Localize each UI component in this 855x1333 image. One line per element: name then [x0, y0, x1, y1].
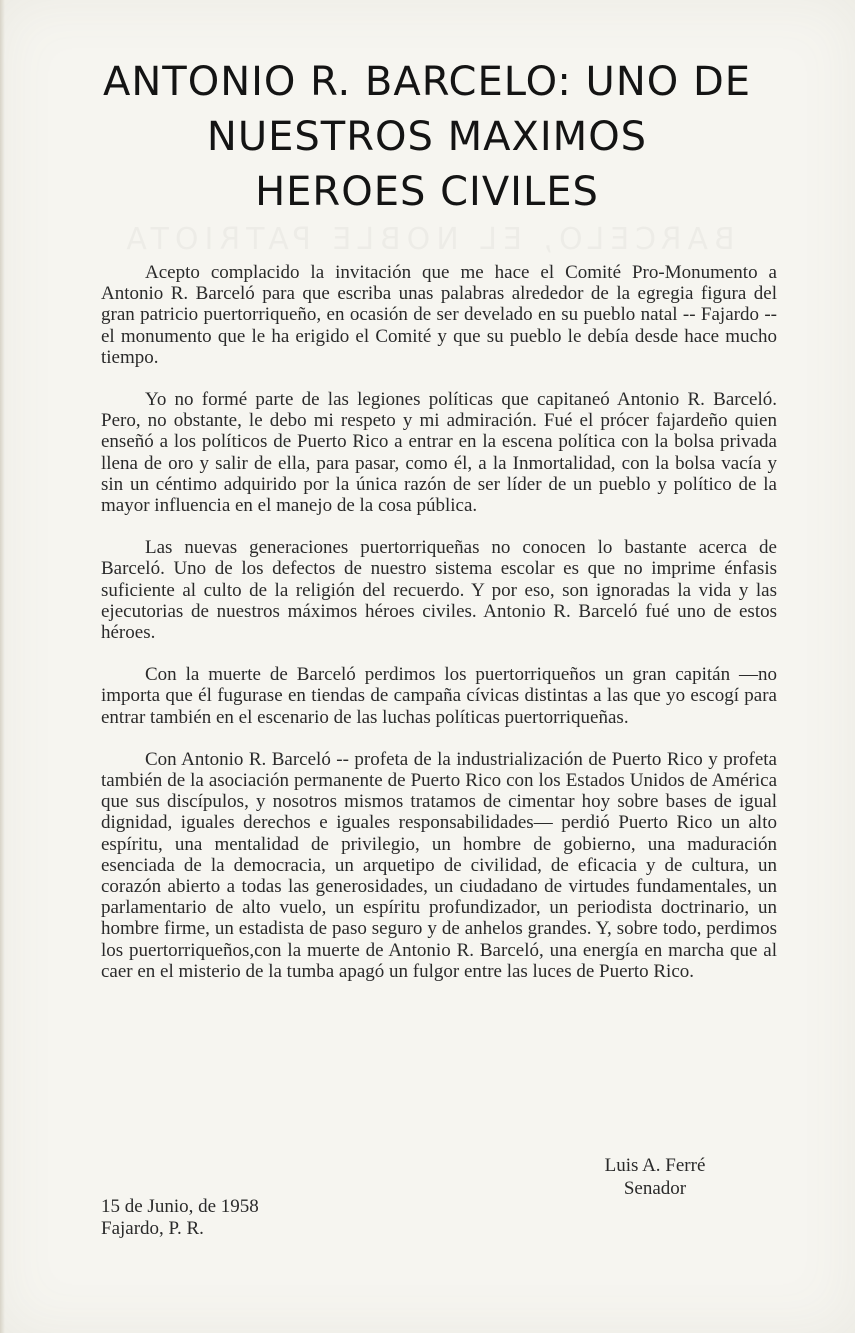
dateline-date: 15 de Junio, de 1958 [101, 1196, 259, 1217]
document-title [60, 55, 794, 220]
paragraph-4: Con la muerte de Barceló perdimos los puertorriqueños un gran capitán —no importa que él fugurase en tiendas de campaña cívicas distintas a las que yo escogí para entrar también en el escenario de las luchas políticas puertorriqueñas. [101, 664, 777, 728]
title-line-1: ANTONIO R. BARCELO: UNO DE [102, 59, 752, 105]
article-body [101, 262, 777, 1003]
show-through-from-reverse [100, 222, 755, 257]
signature-name: Luis A. Ferré [604, 1155, 706, 1176]
title-line-3: HEROES CIVILES [255, 169, 599, 215]
dateline-place: Fajardo, P. R. [101, 1218, 204, 1239]
paragraph-1: Acepto complacido la invitación que me hace el Comité Pro-Monumento a Antonio R. Barceló para que escriba unas palabras alrededor de la egregia figura del gran patricio puertorriqueño, en ocasión de ser develado en su pueblo natal -- Fajardo -- el monumento que le ha erigido el Comité y que su pueblo le debía desde hace mucho tiempo. [101, 262, 777, 368]
page-edge-shadow [0, 0, 5, 1333]
title-line-2: NUESTROS MAXIMOS [206, 114, 648, 160]
paragraph-5: Con Antonio R. Barceló -- profeta de la industrialización de Puerto Rico y profeta también de la asociación permanente de Puerto Rico con los Estados Unidos de América que sus discípulos, y nosotros mismos tratamos de cimentar hoy sobre bases de igual dignidad, iguales derechos e iguales responsabilidades— perdió Puerto Rico un alto espíritu, una mentalidad de privilegio, un hombre de gobierno, una maduración esenciada de la democracia, un arquetipo de civilidad, de eficacia y de cultura, un corazón abierto a todas las generosidades, un ciudadano de virtudes fundamentales, un parlamentario de alto vuelo, un espíritu profundizador, un periodista doctrinario, un hombre firme, un estadista de paso seguro y de anhelos grandes. Y, sobre todo, perdimos los puertorriqueños,con la muerte de Antonio R. Barceló, una energía en marcha que al caer en el misterio de la tumba apagó un fulgor entre las luces de Puerto Rico. [101, 748, 777, 982]
signature-block [560, 1154, 750, 1200]
signature-position: Senador [623, 1178, 687, 1199]
paragraph-3: Las nuevas generaciones puertorriqueñas no conocen lo bastante acerca de Barceló. Uno de los defectos de nuestro sistema escolar es que no imprime énfasis suficiente al culto de la religión del recuerdo. Y por eso, son ignoradas la vida y las ejecutorias de nuestros máximos héroes civiles. Antonio R. Barceló fué uno de estos héroes. [101, 537, 777, 644]
dateline [101, 1196, 401, 1240]
paragraph-2: Yo no formé parte de las legiones políticas que capitaneó Antonio R. Barceló. Pero, no obstante, le debo mi respeto y mi admiración. Fué el prócer fajardeño quien enseñó a los políticos de Puerto Rico a entrar en la escena política con la bolsa privada llena de oro y salir de ella, para pasar, como él, a la Inmortalidad, con la bolsa vacía y sin un céntimo adquirido por la única razón de ser líder de un pueblo y político de la mayor influencia en el manejo de la cosa pública. [101, 389, 777, 517]
